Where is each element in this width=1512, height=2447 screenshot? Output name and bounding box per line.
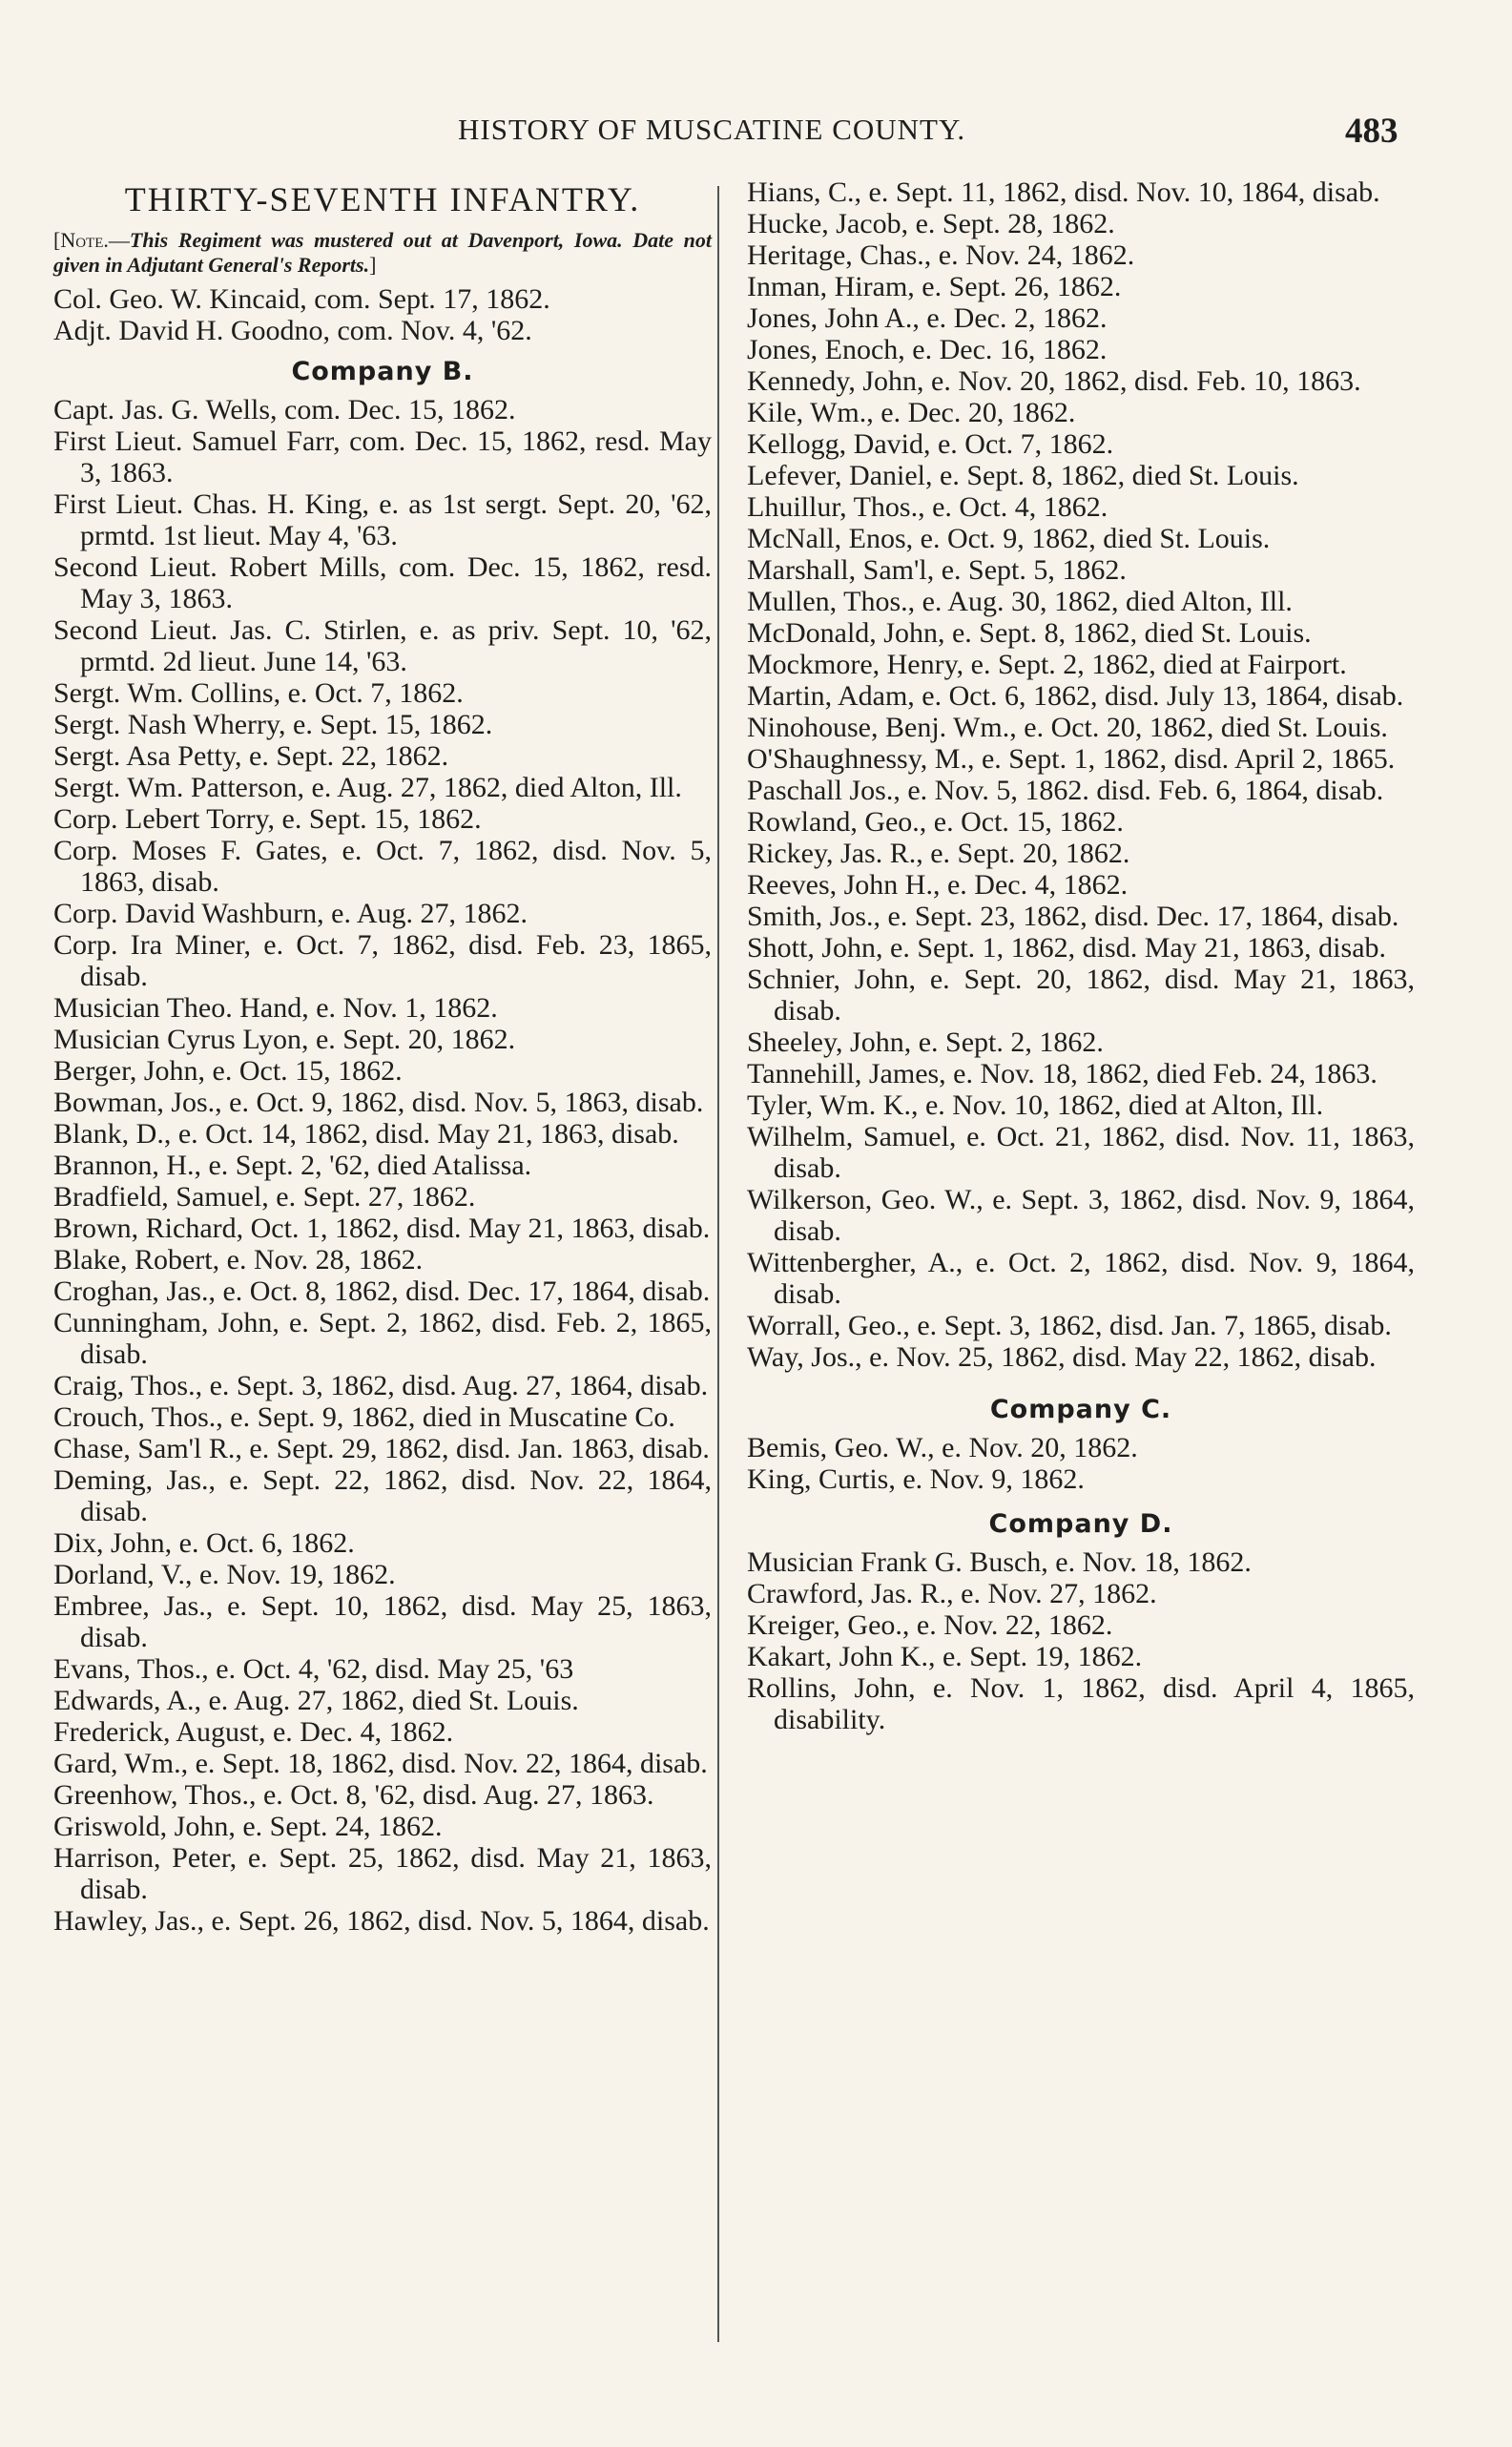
left-column — [53, 176, 712, 1937]
roster-entry: Cunningham, John, e. Sept. 2, 1862, disd. Feb. 2, 1865, disab. — [53, 1307, 712, 1370]
roster-entry: Embree, Jas., e. Sept. 10, 1862, disd. May 25, 1863, disab. — [53, 1590, 712, 1653]
roster-entry: Martin, Adam, e. Oct. 6, 1862, disd. July 13, 1864, disab. — [747, 680, 1404, 712]
right-column — [747, 176, 1415, 1735]
page-header — [0, 103, 1512, 151]
regiment-note — [53, 228, 712, 278]
roster-entry: Berger, John, e. Oct. 15, 1862. — [53, 1055, 403, 1087]
roster-entry: Hucke, Jacob, e. Sept. 28, 1862. — [747, 208, 1115, 239]
roster-entry: O'Shaughnessy, M., e. Sept. 1, 1862, disd. April 2, 1865. — [747, 743, 1396, 775]
roster-entry: Hians, C., e. Sept. 11, 1862, disd. Nov. 10, 1864, disab. — [747, 176, 1380, 208]
roster-entry: Marshall, Sam'l, e. Sept. 5, 1862. — [747, 554, 1127, 586]
roster-entry: Second Lieut. Robert Mills, com. Dec. 15, 1862, resd. May 3, 1863. — [53, 551, 712, 614]
roster-entry: Worrall, Geo., e. Sept. 3, 1862, disd. Jan. 7, 1865, disab. — [747, 1310, 1392, 1341]
roster-entry: Dix, John, e. Oct. 6, 1862. — [53, 1527, 355, 1559]
roster-entry: Corp. Lebert Torry, e. Sept. 15, 1862. — [53, 803, 482, 835]
page-number: 483 — [1345, 112, 1398, 151]
roster-entry: Wilkerson, Geo. W., e. Sept. 3, 1862, disd. Nov. 9, 1864, disab. — [747, 1184, 1415, 1247]
company-b-heading: Company B. — [291, 357, 474, 386]
roster-entry: Corp. Moses F. Gates, e. Oct. 7, 1862, disd. Nov. 5, 1863, disab. — [53, 835, 712, 898]
roster-entry: Kreiger, Geo., e. Nov. 22, 1862. — [747, 1609, 1113, 1641]
roster-entry: Corp. David Washburn, e. Aug. 27, 1862. — [53, 898, 528, 929]
note-suffix: ] — [369, 253, 377, 277]
roster-entry: Craig, Thos., e. Sept. 3, 1862, disd. Aug. 27, 1864, disab. — [53, 1370, 709, 1401]
roster-entry: Sergt. Wm. Collins, e. Oct. 7, 1862. — [53, 677, 464, 709]
roster-entry: Second Lieut. Jas. C. Stirlen, e. as priv. Sept. 10, '62, prmtd. 2d lieut. June 14, '63. — [53, 614, 712, 677]
roster-entry: Smith, Jos., e. Sept. 23, 1862, disd. Dec. 17, 1864, disab. — [747, 901, 1399, 932]
roster-entry: Edwards, A., e. Aug. 27, 1862, died St. Louis. — [53, 1685, 579, 1716]
roster-entry: Reeves, John H., e. Dec. 4, 1862. — [747, 869, 1129, 901]
roster-entry: Capt. Jas. G. Wells, com. Dec. 15, 1862. — [53, 394, 516, 425]
roster-entry: Sergt. Wm. Patterson, e. Aug. 27, 1862, died Alton, Ill. — [53, 772, 682, 803]
roster-entry: Griswold, John, e. Sept. 24, 1862. — [53, 1811, 443, 1842]
officer-list — [53, 283, 712, 346]
roster-entry: Brannon, H., e. Sept. 2, '62, died Atalissa. — [53, 1150, 532, 1181]
roster-entry: McDonald, John, e. Sept. 8, 1862, died St. Louis. — [747, 617, 1312, 649]
roster-entry: Dorland, V., e. Nov. 19, 1862. — [53, 1559, 396, 1590]
roster-entry: Mullen, Thos., e. Aug. 30, 1862, died Alton, Ill. — [747, 586, 1293, 617]
roster-entry: Frederick, August, e. Dec. 4, 1862. — [53, 1716, 454, 1748]
roster-entry: McNall, Enos, e. Oct. 9, 1862, died St. Louis. — [747, 523, 1271, 554]
company-c-roster — [747, 1432, 1415, 1495]
roster-entry: Lefever, Daniel, e. Sept. 8, 1862, died St. Louis. — [747, 460, 1299, 491]
roster-entry: Blake, Robert, e. Nov. 28, 1862. — [53, 1244, 424, 1275]
roster-entry: King, Curtis, e. Nov. 9, 1862. — [747, 1463, 1085, 1495]
roster-entry: Heritage, Chas., e. Nov. 24, 1862. — [747, 239, 1135, 271]
roster-entry: Kile, Wm., e. Dec. 20, 1862. — [747, 397, 1076, 428]
roster-entry: Paschall Jos., e. Nov. 5, 1862. disd. Feb. 6, 1864, disab. — [747, 775, 1384, 806]
roster-entry: Blank, D., e. Oct. 14, 1862, disd. May 21, 1863, disab. — [53, 1118, 679, 1150]
roster-entry: Way, Jos., e. Nov. 25, 1862, disd. May 22, 1862, disab. — [747, 1341, 1377, 1373]
roster-entry: Mockmore, Henry, e. Sept. 2, 1862, died at Fairport. — [747, 649, 1347, 680]
roster-entry: Lhuillur, Thos., e. Oct. 4, 1862. — [747, 491, 1108, 523]
company-d-roster — [747, 1546, 1415, 1735]
roster-entry: Kennedy, John, e. Nov. 20, 1862, disd. Feb. 10, 1863. — [747, 365, 1361, 397]
roster-entry: Kakart, John K., e. Sept. 19, 1862. — [747, 1641, 1143, 1672]
roster-entry: Bowman, Jos., e. Oct. 9, 1862, disd. Nov. 5, 1863, disab. — [53, 1087, 704, 1118]
roster-entry: Gard, Wm., e. Sept. 18, 1862, disd. Nov. 22, 1864, disab. — [53, 1748, 708, 1779]
roster-entry: Evans, Thos., e. Oct. 4, '62, disd. May 25, '63 — [53, 1653, 574, 1685]
roster-entry: Crouch, Thos., e. Sept. 9, 1862, died in Muscatine Co. — [53, 1401, 675, 1433]
roster-entry: First Lieut. Chas. H. King, e. as 1st sergt. Sept. 20, '62, prmtd. 1st lieut. May 4, '63. — [53, 488, 712, 551]
roster-entry: Croghan, Jas., e. Oct. 8, 1862, disd. Dec. 17, 1864, disab. — [53, 1275, 711, 1307]
running-head: HISTORY OF MUSCATINE COUNTY. — [458, 113, 966, 146]
officer-entry: Adjt. David H. Goodno, com. Nov. 4, '62. — [53, 315, 532, 346]
section-title: THIRTY-SEVENTH INFANTRY. — [124, 180, 641, 218]
roster-entry: Wittenbergher, A., e. Oct. 2, 1862, disd. Nov. 9, 1864, disab. — [747, 1247, 1415, 1310]
column-divider — [717, 186, 719, 2342]
roster-entry: Rickey, Jas. R., e. Sept. 20, 1862. — [747, 838, 1130, 869]
note-body: This Regiment was mustered out at Davenport, Iowa. Date not given in Adjutant General's Reports. — [53, 228, 712, 277]
roster-entry: Jones, John A., e. Dec. 2, 1862. — [747, 302, 1108, 334]
roster-entry: Wilhelm, Samuel, e. Oct. 21, 1862, disd. Nov. 11, 1863, disab. — [747, 1121, 1415, 1184]
roster-entry: Schnier, John, e. Sept. 20, 1862, disd. May 21, 1863, disab. — [747, 964, 1415, 1026]
company-b-roster-continued — [747, 176, 1415, 1373]
roster-entry: Rollins, John, e. Nov. 1, 1862, disd. April 4, 1865, disability. — [747, 1672, 1415, 1735]
company-c-heading: Company C. — [989, 1395, 1172, 1424]
roster-entry: Chase, Sam'l R., e. Sept. 29, 1862, disd. Jan. 1863, disab. — [53, 1433, 710, 1464]
roster-entry: Jones, Enoch, e. Dec. 16, 1862. — [747, 334, 1108, 365]
roster-entry: Sergt. Nash Wherry, e. Sept. 15, 1862. — [53, 709, 493, 740]
roster-entry: Musician Theo. Hand, e. Nov. 1, 1862. — [53, 992, 498, 1024]
roster-entry: Bradfield, Samuel, e. Sept. 27, 1862. — [53, 1181, 476, 1213]
roster-entry: Bemis, Geo. W., e. Nov. 20, 1862. — [747, 1432, 1138, 1463]
roster-entry: Tannehill, James, e. Nov. 18, 1862, died Feb. 24, 1863. — [747, 1058, 1377, 1089]
roster-entry: Ninohouse, Benj. Wm., e. Oct. 20, 1862, died St. Louis. — [747, 712, 1388, 743]
roster-entry: Greenhow, Thos., e. Oct. 8, '62, disd. Aug. 27, 1863. — [53, 1779, 654, 1811]
officer-entry: Col. Geo. W. Kincaid, com. Sept. 17, 1862. — [53, 283, 550, 315]
note-prefix: [Note.— — [53, 228, 130, 252]
roster-entry: Crawford, Jas. R., e. Nov. 27, 1862. — [747, 1578, 1157, 1609]
roster-entry: Musician Cyrus Lyon, e. Sept. 20, 1862. — [53, 1024, 516, 1055]
roster-entry: Corp. Ira Miner, e. Oct. 7, 1862, disd. Feb. 23, 1865, disab. — [53, 929, 712, 992]
roster-entry: Sheeley, John, e. Sept. 2, 1862. — [747, 1026, 1104, 1058]
roster-entry: Hawley, Jas., e. Sept. 26, 1862, disd. Nov. 5, 1864, disab. — [53, 1905, 710, 1937]
roster-entry: Harrison, Peter, e. Sept. 25, 1862, disd. May 21, 1863, disab. — [53, 1842, 712, 1905]
roster-entry: Shott, John, e. Sept. 1, 1862, disd. May 21, 1863, disab. — [747, 932, 1387, 964]
roster-entry: Rowland, Geo., e. Oct. 15, 1862. — [747, 806, 1124, 838]
roster-entry: First Lieut. Samuel Farr, com. Dec. 15, 1862, resd. May 3, 1863. — [53, 425, 712, 488]
roster-entry: Kellogg, David, e. Oct. 7, 1862. — [747, 428, 1114, 460]
company-b-roster — [53, 394, 712, 1937]
roster-entry: Sergt. Asa Petty, e. Sept. 22, 1862. — [53, 740, 449, 772]
company-d-heading: Company D. — [988, 1509, 1173, 1539]
roster-entry: Brown, Richard, Oct. 1, 1862, disd. May 21, 1863, disab. — [53, 1213, 711, 1244]
roster-entry: Inman, Hiram, e. Sept. 26, 1862. — [747, 271, 1122, 302]
roster-entry: Musician Frank G. Busch, e. Nov. 18, 1862. — [747, 1546, 1252, 1578]
roster-entry: Tyler, Wm. K., e. Nov. 10, 1862, died at Alton, Ill. — [747, 1089, 1324, 1121]
roster-entry: Deming, Jas., e. Sept. 22, 1862, disd. Nov. 22, 1864, disab. — [53, 1464, 712, 1527]
